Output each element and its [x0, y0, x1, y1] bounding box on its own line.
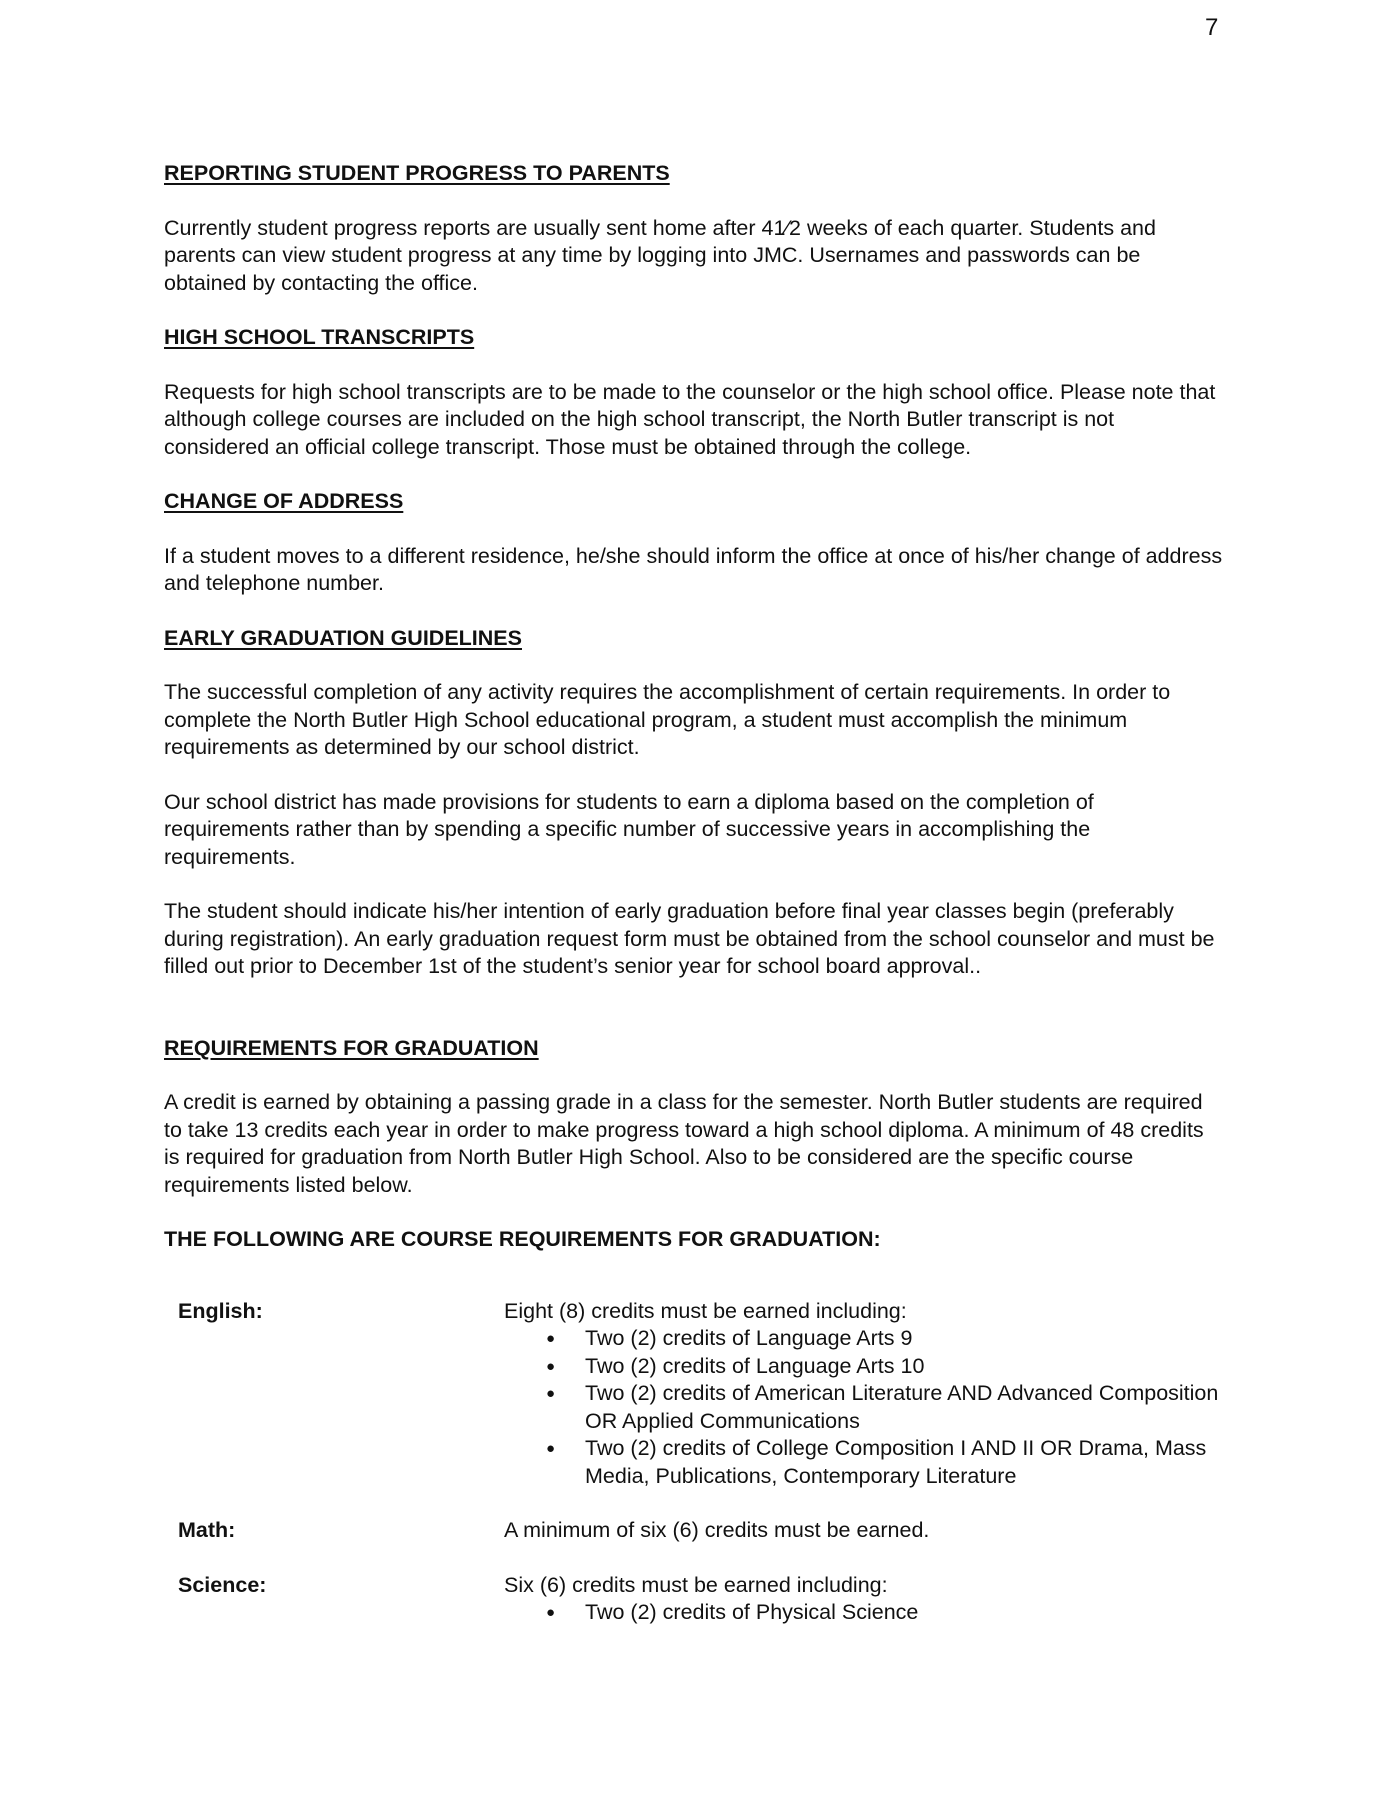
list-item: ● Two (2) credits of College Composition I AND II OR Drama, Mass Media, Publications, Contemporary Literature — [504, 1435, 1224, 1490]
graduation-text: A credit is earned by obtaining a passing grade in a class for the semester. North Butler students are required to take 13 credits each year in order to make progress toward a high school diploma. A minimum of 48 credits is required for graduation from North Butler High School. Also to be considered are the specific course requirements listed below. — [164, 1090, 1204, 1197]
requirement-details — [504, 1572, 1224, 1627]
early-graduation-heading: EARLY GRADUATION GUIDELINES — [164, 625, 522, 650]
transcripts-heading: HIGH SCHOOL TRANSCRIPTS — [164, 325, 475, 349]
address-heading: CHANGE OF ADDRESS — [164, 489, 404, 513]
requirement-subject: Math: — [178, 1518, 236, 1542]
requirement-row-math — [164, 1517, 1224, 1545]
requirement-list — [504, 1599, 1224, 1627]
progress-text: Currently student progress reports are usually sent home after 41⁄2 weeks of each quarter. Students and parents can view student progress at any time by logging into JMC. Usernames and passwords can be obtained by contacting the office. — [164, 215, 1156, 295]
requirement-list — [504, 1325, 1224, 1490]
course-requirements-table — [164, 1298, 1224, 1627]
requirement-details — [504, 1517, 1224, 1545]
requirement-intro: Six (6) credits must be earned including: — [504, 1572, 888, 1597]
list-item: ● Two (2) credits of American Literature AND Advanced Composition OR Applied Communications — [504, 1380, 1224, 1435]
requirement-row-english — [164, 1298, 1224, 1491]
transcripts-text: Requests for high school transcripts are to be made to the counselor or the high school office. Please note that although college courses are included on the high school transcript, the North Butler transcript is not considered an official college transcript. Those must be obtained through the college. — [164, 379, 1216, 459]
requirement-subject: English: — [178, 1298, 263, 1323]
requirement-subject: Science: — [178, 1572, 267, 1597]
early-graduation-paragraph: The student should indicate his/her intention of early graduation before final year classes begin (preferably during registration). An early graduation request form must be obtained from the school counselor and must be filled out prior to December 1st of the student’s senior year for school board approval.. — [164, 899, 1215, 978]
course-requirements-heading: THE FOLLOWING ARE COURSE REQUIREMENTS FOR GRADUATION: — [164, 1227, 881, 1251]
progress-heading: REPORTING STUDENT PROGRESS TO PARENTS — [164, 161, 670, 185]
page-number: 7 — [1205, 14, 1219, 41]
requirement-details — [504, 1298, 1224, 1491]
graduation-heading: REQUIREMENTS FOR GRADUATION — [164, 1035, 539, 1060]
list-item: ● Two (2) credits of Language Arts 10 — [504, 1353, 1224, 1381]
address-text: If a student moves to a different residence, he/she should inform the office at once of his/her change of address and telephone number. — [164, 543, 1223, 595]
requirement-row-science — [164, 1572, 1224, 1627]
list-item: ● Two (2) credits of Language Arts 9 — [504, 1325, 1224, 1353]
early-graduation-paragraph: The successful completion of any activity requires the accomplishment of certain requirements. In order to complete the North Butler High School educational program, a student must accomplish the minimum requirements as determined by our school district. — [164, 680, 1171, 759]
list-item: ● Two (2) credits of Physical Science — [504, 1599, 1224, 1627]
early-graduation-paragraph: Our school district has made provisions for students to earn a diploma based on the completion of requirements rather than by spending a specific number of successive years in accomplishing the requirements. — [164, 789, 1094, 869]
requirement-intro: Eight (8) credits must be earned including: — [504, 1298, 907, 1323]
document-body — [164, 160, 1224, 1654]
requirement-intro: A minimum of six (6) credits must be earned. — [504, 1518, 930, 1542]
